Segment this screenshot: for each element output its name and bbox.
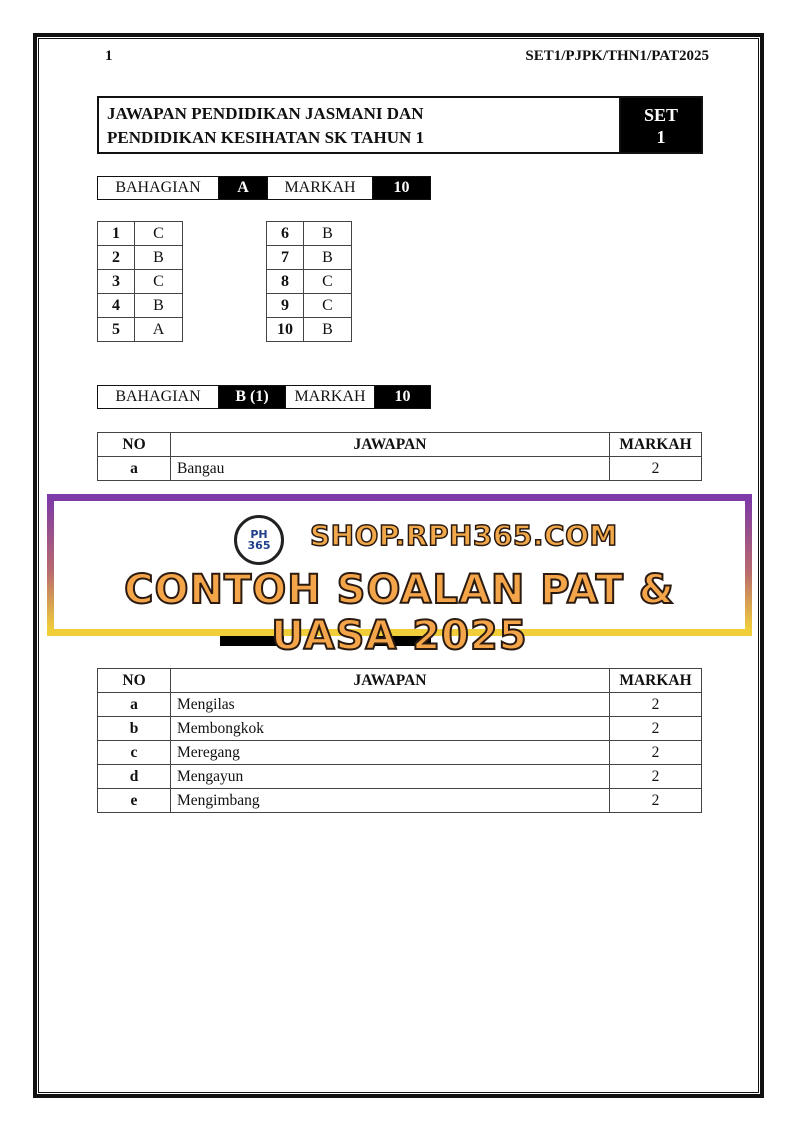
section-a-table-left (97, 221, 183, 342)
table-row (98, 717, 702, 741)
question-number: 1 (98, 222, 135, 246)
table-row (98, 246, 183, 270)
table-row (98, 318, 183, 342)
table-row (98, 270, 183, 294)
shop-url: SHOP.RPH365.COM (310, 519, 618, 552)
answer-letter: C (304, 294, 352, 318)
bahagian-value: B (1) (219, 386, 285, 408)
section-a-table-right (266, 221, 352, 342)
answer-letter: A (135, 318, 183, 342)
item-no: d (98, 765, 171, 789)
page-number: 1 (105, 48, 113, 64)
promo-banner (47, 494, 752, 659)
item-no: a (98, 457, 171, 481)
table-row (98, 765, 702, 789)
item-answer: Mengimbang (171, 789, 610, 813)
table-row (98, 457, 702, 481)
item-markah: 2 (610, 457, 702, 481)
item-no: c (98, 741, 171, 765)
logo-text-top: PH (250, 528, 268, 541)
banner-title: CONTOH SOALAN PAT & UASA 2025 (124, 567, 675, 659)
table-row (267, 222, 352, 246)
question-number: 9 (267, 294, 304, 318)
table-row (267, 294, 352, 318)
header-jawapan: JAWAPAN (171, 433, 610, 457)
table-header-row (98, 669, 702, 693)
table-row (98, 222, 183, 246)
title-line-2: PENDIDIKAN KESIHATAN SK TAHUN 1 (107, 128, 425, 147)
table-row (267, 246, 352, 270)
set-label: SET (643, 105, 679, 125)
markah-label: MARKAH (285, 386, 375, 408)
table-row (98, 789, 702, 813)
table-row (267, 270, 352, 294)
item-answer: Mengayun (171, 765, 610, 789)
item-no: a (98, 693, 171, 717)
item-markah: 2 (610, 789, 702, 813)
rph365-logo-icon (234, 515, 284, 565)
title-line-1: JAWAPAN PENDIDIKAN JASMANI DAN (107, 104, 424, 123)
answer-letter: B (304, 222, 352, 246)
header-markah: MARKAH (610, 669, 702, 693)
answer-letter: C (304, 270, 352, 294)
section-b2-table (97, 668, 702, 813)
header-no: NO (98, 669, 171, 693)
item-no: e (98, 789, 171, 813)
item-markah: 2 (610, 765, 702, 789)
title-box (97, 96, 703, 154)
question-number: 10 (267, 318, 304, 342)
item-answer: Bangau (171, 457, 610, 481)
markah-label: MARKAH (267, 177, 373, 199)
markah-value: 10 (375, 386, 430, 408)
answer-letter: C (135, 222, 183, 246)
section-a-header (97, 176, 431, 200)
set-badge (621, 98, 701, 152)
answer-letter: B (304, 246, 352, 270)
table-header-row (98, 433, 702, 457)
question-number: 7 (267, 246, 304, 270)
answer-letter: C (135, 270, 183, 294)
header-markah: MARKAH (610, 433, 702, 457)
question-number: 3 (98, 270, 135, 294)
question-number: 5 (98, 318, 135, 342)
document-code: SET1/PJPK/THN1/PAT2025 (525, 48, 709, 64)
question-number: 6 (267, 222, 304, 246)
bahagian-value: A (219, 177, 267, 199)
header-no: NO (98, 433, 171, 457)
item-markah: 2 (610, 693, 702, 717)
question-number: 8 (267, 270, 304, 294)
header-jawapan: JAWAPAN (171, 669, 610, 693)
table-row (98, 294, 183, 318)
answer-letter: B (135, 294, 183, 318)
section-b1-header (97, 385, 431, 409)
bahagian-label: BAHAGIAN (98, 386, 219, 408)
question-number: 2 (98, 246, 135, 270)
question-number: 4 (98, 294, 135, 318)
table-row (267, 318, 352, 342)
title-text (99, 98, 621, 152)
item-answer: Meregang (171, 741, 610, 765)
section-b1-table (97, 432, 702, 481)
bahagian-label: BAHAGIAN (98, 177, 219, 199)
logo-text-bottom: 365 (247, 539, 271, 552)
table-row (98, 741, 702, 765)
set-number: 1 (656, 127, 666, 147)
item-answer: Membongkok (171, 717, 610, 741)
answer-letter: B (135, 246, 183, 270)
item-markah: 2 (610, 717, 702, 741)
item-no: b (98, 717, 171, 741)
table-row (98, 693, 702, 717)
item-markah: 2 (610, 741, 702, 765)
item-answer: Mengilas (171, 693, 610, 717)
answer-letter: B (304, 318, 352, 342)
markah-value: 10 (373, 177, 430, 199)
